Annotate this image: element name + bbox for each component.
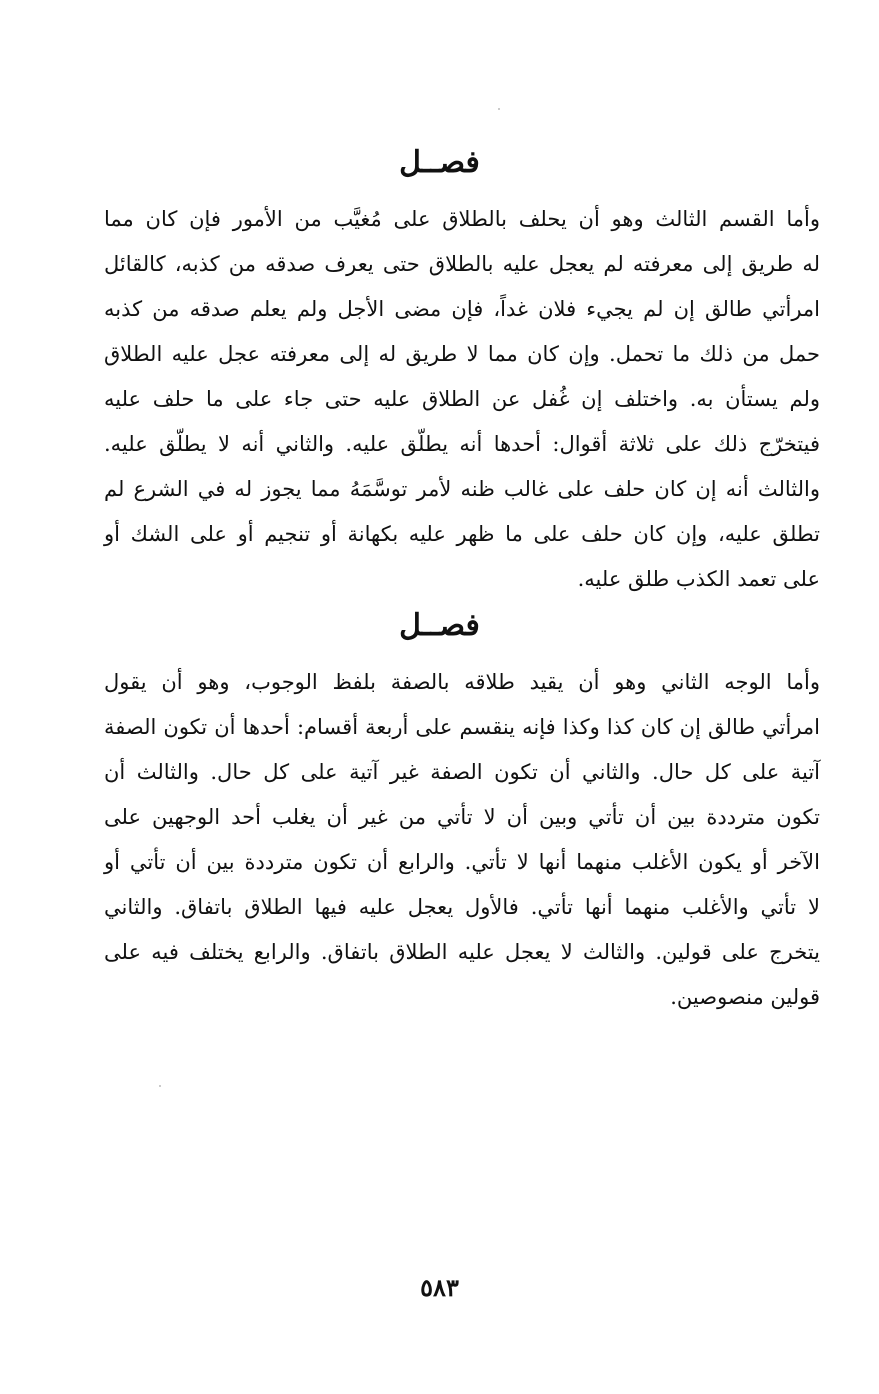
text-line: له طريق إلى معرفته لم يعجل عليه بالطلاق حتى يعرف صدقه من كذبه، كالقائل [104,252,820,276]
section-heading-2: فصــل [399,608,480,643]
text-line: وأما القسم الثالث وهو أن يحلف بالطلاق على مُغيَّب من الأمور فإن كان مما [104,207,820,231]
text-line: تكون مترددة بين أن تأتي وبين أن لا تأتي من غير أن يغلب أحد الوجهين على [104,805,820,829]
text-line: ولم يستأن به. واختلف إن غُفل عن الطلاق عليه حتى جاء على ما حلف عليه [104,387,820,411]
page-number: ٥٨٣ [420,1273,459,1302]
section-1-paragraph [104,197,820,602]
text-line: والثالث أنه إن كان حلف على غالب ظنه لأمر توسَّمَهُ مما يجوز له في الشرع لم [104,477,820,501]
text-line: الآخر أو يكون الأغلب منهما أنها لا تأتي. والرابع أن تكون مترددة بين أن تأتي أو [104,850,820,874]
text-line: امرأتي طالق إن لم يجيء فلان غداً، فإن مضى الأجل ولم يعلم صدقه من كذبه [104,297,820,321]
text-line: حمل من ذلك ما تحمل. وإن كان مما لا طريق له إلى معرفته عجل عليه الطلاق [104,342,820,366]
section-2-paragraph [104,660,820,1020]
scan-speck [498,108,500,110]
text-line: وأما الوجه الثاني وهو أن يقيد طلاقه بالصفة بلفظ الوجوب، وهو أن يقول [104,670,820,694]
text-line: امرأتي طالق إن كان كذا وكذا فإنه ينقسم على أربعة أقسام: أحدها أن تكون الصفة [104,715,820,739]
text-line: يتخرج على قولين. والثالث لا يعجل عليه الطلاق باتفاق. والرابع يختلف فيه على [104,940,820,964]
text-line: قولين منصوصين. [670,985,820,1009]
text-line: تطلق عليه، وإن كان حلف على ما ظهر عليه بكهانة أو تنجيم أو على الشك أو [104,522,820,546]
text-line: على تعمد الكذب طلق عليه. [577,567,820,591]
section-heading-1: فصــل [399,145,480,180]
text-line: لا تأتي والأغلب منهما أنها تأتي. فالأول يعجل عليه فيها الطلاق باتفاق. والثاني [104,895,820,919]
text-line: فيتخرّج ذلك على ثلاثة أقوال: أحدها أنه يطلّق عليه. والثاني أنه لا يطلّق عليه. [104,432,820,456]
text-line: آتية على كل حال. والثاني أن تكون الصفة غير آتية على كل حال. والثالث أن [104,760,820,784]
scan-speck [159,1085,161,1087]
